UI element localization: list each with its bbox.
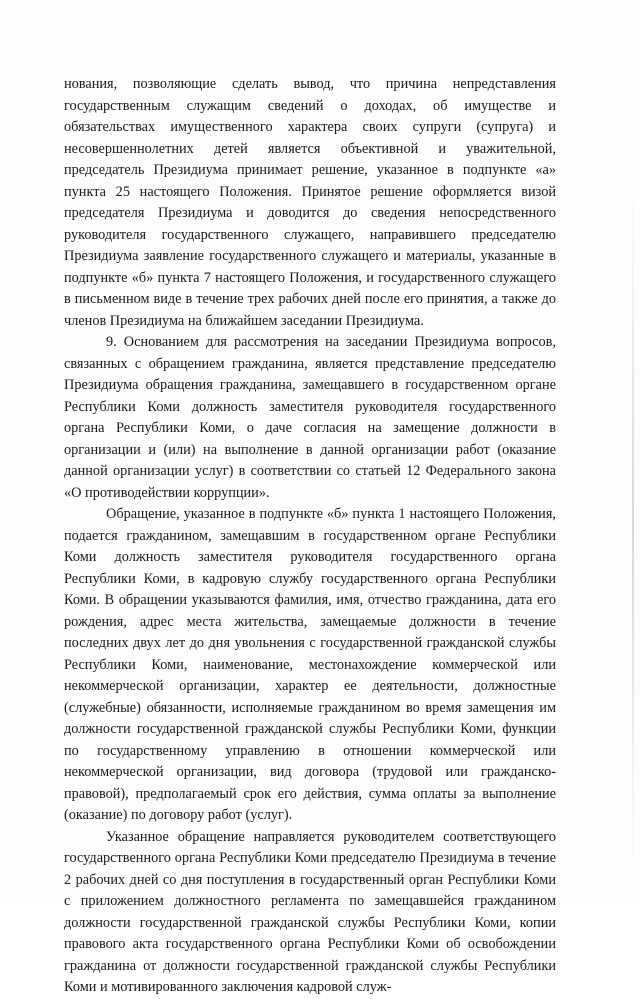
paragraph-continuation: нования, позволяющие сделать вывод, что причина непредставления государственным служащим сведений о доходах, об имуществе и обязательствах имущественного характера своих супруги (супруга) и несовершеннолетних детей является объективной и уважительной, председатель Президиума принимает решение, указанное в подпункте «а» пункта 25 настоящего Положения. Принятое решение оформляется визой председателя Президиума и доводится до сведения непосредственного руководителя государственного служащего, направившего председателю Президиума заявление государственного служащего и материалы, указанные в подпункте «б» пункта 7 настоящего Положения, и государственного служащего в письменном виде в течение трех рабочих дней после его принятия, а также до членов Президиума на ближайшем заседании Президиума.: [64, 76, 556, 329]
paragraph-appeal-content: Обращение, указанное в подпункте «б» пункта 1 настоящего Положения, подается гражданином, замещавшим в государственном органе Республики Коми должность заместителя руководителя государственного органа Республики Коми, в кадровую службу государственного органа Республики Коми. В обращении указываются фамилия, имя, отчество гражданина, дата его рождения, адрес места жительства, замещаемые должности в течение последних двух лет до дня увольнения с государственной гражданской службы Республики Коми, наименование, местонахождение коммерческой или некоммерческой организации, характер ее деятельности, должностные (служебные) обязанности, исполняемые гражданином во время замещения им должности государственной гражданской службы Республики Коми, функции по государственному управлению в отношении коммерческой или некоммерческой организации, вид договора (трудовой или гражданско-правовой), предполагаемый срок его действия, сумма оплаты за выполнение (оказание) по договору работ (услуг).: [64, 506, 556, 823]
scan-edge-shadow: [632, 180, 634, 880]
paragraph-item-9: 9. Основанием для рассмотрения на заседании Президиума вопросов, связанных с обращением гражданина, является представление председателю Президиума обращения гражданина, замещавшего в государственном органе Республики Коми должность заместителя руководителя государственного органа Республики Коми, о даче согласия на замещение должности в организации и (или) на выполнение в данной организации работ (оказание данной организации услуг) в соответствии со статьей 12 Федерального закона «О противодействии коррупции».: [64, 334, 556, 501]
paragraph-appeal-forwarding: Указанное обращение направляется руководителем соответствующего государственного органа Республики Коми председателю Президиума в течение 2 рабочих дней со дня поступления в государственный орган Республики Коми с приложением должностного регламента по замещавшейся гражданином должности государственной гражданской службы Республики Коми, копии правового акта государственного органа Республики Коми об освобождении гражданина от должности государственной гражданской службы Республики Коми и мотивированного заключения кадровой служ-: [64, 828, 556, 995]
document-body: [64, 74, 556, 999]
